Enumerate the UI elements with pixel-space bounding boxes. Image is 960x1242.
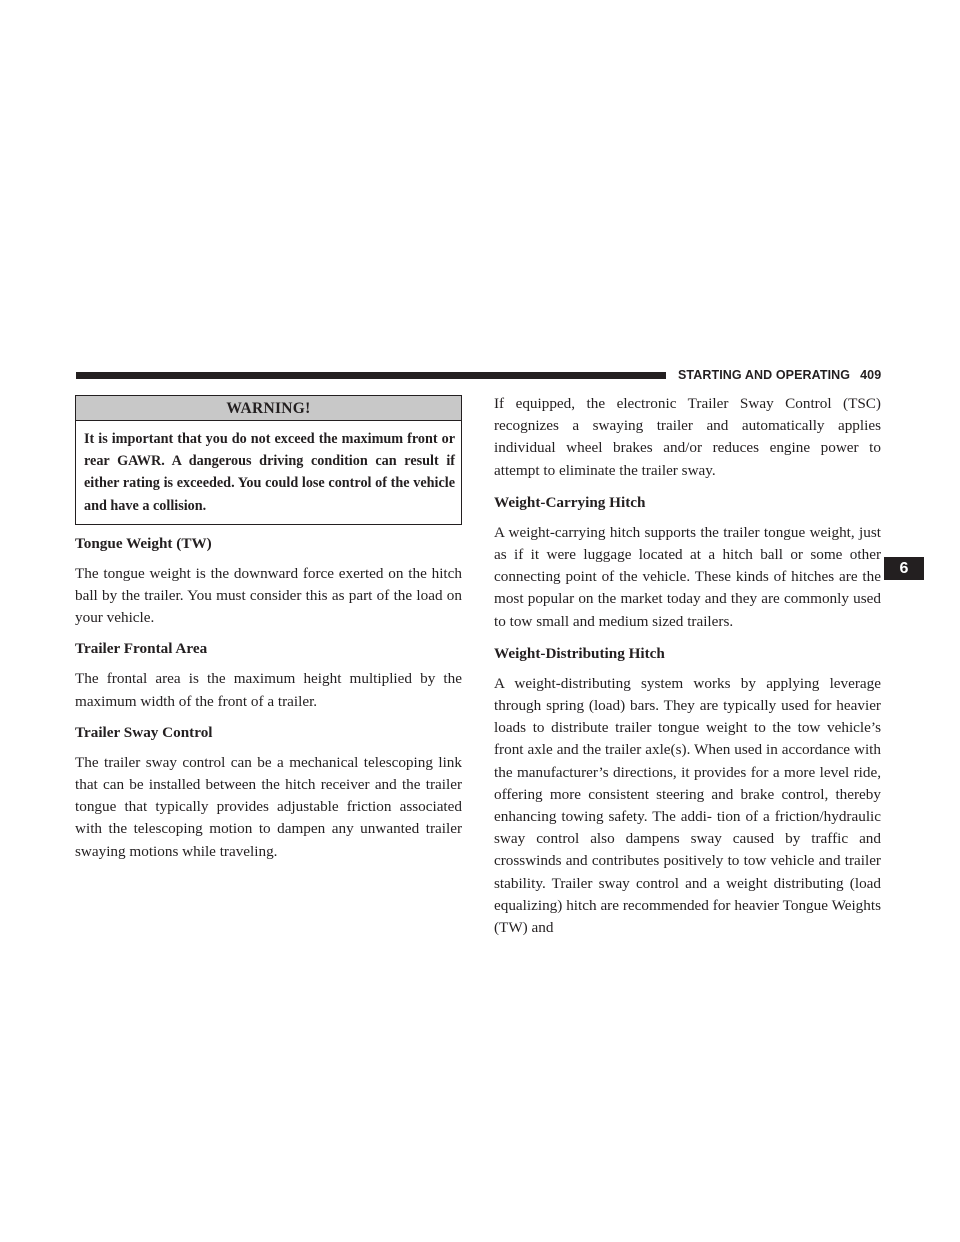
section-title: STARTING AND OPERATING [678, 368, 851, 382]
section-body-weight-distributing-hitch: A weight-distributing system works by applying leverage through spring (load) bars. They are typically used for heavier loads to distribute trailer tongue weight to the tow vehicle’s front axle and the trailer axle(s). When used in accordance with the manufacturer’s directions, it provides for a more level ride, offering more consistent steering and brake control, thereby enhancing towing safety. The addi- tion of a friction/hydraulic sway control also dampens sway caused by traffic and crosswinds and contributes positively to tow vehicle and trailer stability. Trailer sway control and a weight distributing (load equalizing) hitch are recommended for heavier Tongue Weights (TW) and [494, 674, 881, 937]
section-body-trailer-frontal-area: The frontal area is the maximum height multiplied by the maximum width of the front of a trailer. [75, 670, 462, 710]
section-heading-tongue-weight: Tongue Weight (TW) [75, 534, 212, 552]
tsc-intro-paragraph: If equipped, the electronic Trailer Sway Control (TSC) recognizes a swaying trailer and automatically applies individual wheel brakes and/or reduces engine power to attempt to eliminate the trailer sway. [494, 395, 881, 479]
left-column [75, 395, 462, 863]
warning-box [75, 395, 462, 525]
section-heading-trailer-sway-control: Trailer Sway Control [75, 723, 213, 741]
header-rule [76, 372, 666, 379]
section-body-trailer-sway-control: The trailer sway control can be a mechanical telescoping link that can be installed between the hitch receiver and the trailer tongue that typically provides adjustable friction associated with the telescoping motion to dampen any unwanted trailer swaying motions while traveling. [75, 753, 462, 860]
section-body-weight-carrying-hitch: A weight-carrying hitch supports the trailer tongue weight, just as if it were luggage located at a hitch ball or some other connecting point of the vehicle. These kinds of hitches are the most popular on the market today and they are commonly used to tow small and medium sized trailers. [494, 523, 881, 630]
warning-text: It is important that you do not exceed the maximum front or rear GAWR. A dangerous driving condition can result if either rating is exceeded. You could lose control of the vehicle and have a collision. [84, 431, 455, 514]
warning-title: WARNING! [76, 396, 461, 421]
running-header [678, 366, 881, 384]
section-heading-weight-distributing-hitch: Weight-Distributing Hitch [494, 644, 665, 662]
right-column [494, 395, 881, 939]
chapter-tab: 6 [884, 557, 924, 580]
section-heading-trailer-frontal-area: Trailer Frontal Area [75, 640, 208, 658]
page-number: 409 [860, 368, 882, 382]
section-body-tongue-weight: The tongue weight is the downward force exerted on the hitch ball by the trailer. You must consider this as part of the load on your vehicle. [75, 564, 462, 627]
section-heading-weight-carrying-hitch: Weight-Carrying Hitch [494, 493, 646, 511]
